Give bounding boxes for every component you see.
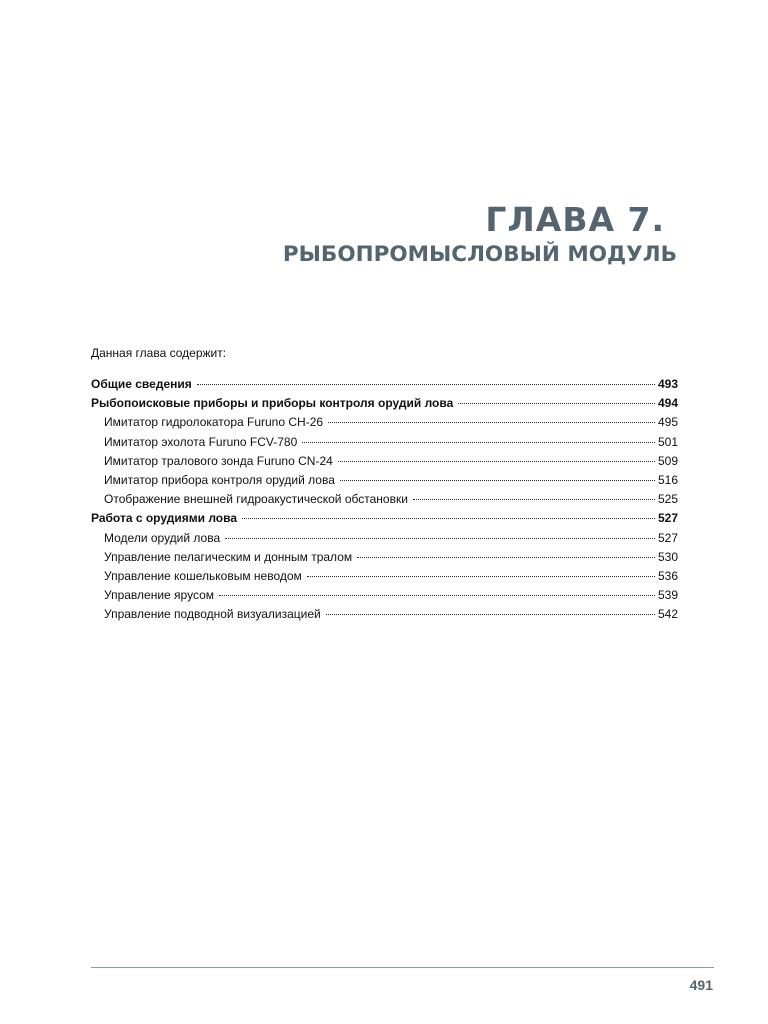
toc-dot-leader [340, 480, 655, 481]
toc-entry-page: 509 [657, 453, 678, 468]
toc-entry-title: Имитатор прибора контроля орудий лова [104, 472, 335, 487]
toc-entry-page: 527 [657, 511, 678, 526]
page-number: 491 [689, 977, 713, 993]
toc-entry-title: Управление ярусом [104, 588, 215, 603]
toc-dot-leader [302, 442, 655, 443]
toc-entry-title: Имитатор тралового зонда Furuno CN-24 [104, 453, 333, 468]
toc-entry-page: 516 [657, 472, 678, 487]
toc-entry-title: Отображение внешней гидроакустической обстановки [104, 492, 408, 507]
toc-entry[interactable] [91, 509, 678, 528]
toc-entry-title: Имитатор эхолота Furuno FCV-780 [104, 434, 298, 449]
toc-entry-title: Общие сведения [91, 377, 192, 391]
toc-dot-leader [338, 461, 655, 462]
toc-entry[interactable] [91, 471, 678, 490]
toc-dot-leader [357, 557, 655, 558]
toc-entry-title: Управление пелагическим и донным тралом [104, 549, 353, 564]
toc-entry[interactable] [91, 586, 678, 605]
toc-entry[interactable] [91, 490, 678, 509]
toc-entry-title: Управление подводной визуализацией [104, 607, 321, 622]
toc-entry[interactable] [91, 548, 678, 567]
toc-dot-leader [219, 595, 655, 596]
toc-entry[interactable] [91, 375, 678, 394]
toc-dot-leader [225, 538, 655, 539]
toc-dot-leader [197, 384, 655, 385]
toc-entry-page: 494 [657, 396, 678, 411]
toc-entry-title: Модели орудий лова [104, 530, 221, 545]
toc-entry-page: 527 [657, 530, 678, 545]
chapter-intro: Данная глава содержит: [91, 346, 227, 360]
toc-entry-page: 501 [657, 434, 678, 449]
toc-entry-page: 525 [657, 492, 678, 507]
chapter-title: РЫБОПРОМЫСЛОВЫЙ МОДУЛЬ [282, 242, 677, 267]
toc-entry[interactable] [91, 433, 678, 452]
toc-entry-title: Имитатор гидролокатора Furuno CH-26 [104, 415, 324, 430]
toc-entry-page: 536 [657, 568, 678, 583]
footer-divider [91, 967, 714, 968]
toc-entry-title: Работа с орудиями лова [91, 511, 238, 526]
table-of-contents [91, 375, 678, 624]
toc-entry-page: 539 [657, 588, 678, 603]
toc-dot-leader [307, 576, 655, 577]
toc-entry-page: 530 [657, 549, 678, 564]
toc-dot-leader [413, 499, 655, 500]
toc-entry[interactable] [91, 413, 678, 432]
toc-entry-page: 495 [657, 415, 678, 430]
toc-entry-title: Рыбопоисковые приборы и приборы контроля орудий лова [91, 396, 454, 411]
toc-dot-leader [328, 422, 655, 423]
toc-dot-leader [326, 614, 655, 615]
toc-entry[interactable] [91, 605, 678, 624]
toc-entry[interactable] [91, 567, 678, 586]
toc-entry[interactable] [91, 452, 678, 471]
toc-entry-title: Управление кошельковым неводом [104, 568, 302, 583]
toc-entry[interactable] [91, 529, 678, 548]
toc-entry-page: 493 [657, 377, 678, 391]
toc-entry[interactable] [91, 394, 678, 413]
chapter-number: ГЛАВА 7. [485, 200, 665, 239]
toc-dot-leader [458, 403, 655, 404]
toc-dot-leader [242, 518, 655, 519]
toc-entry-page: 542 [657, 607, 678, 622]
